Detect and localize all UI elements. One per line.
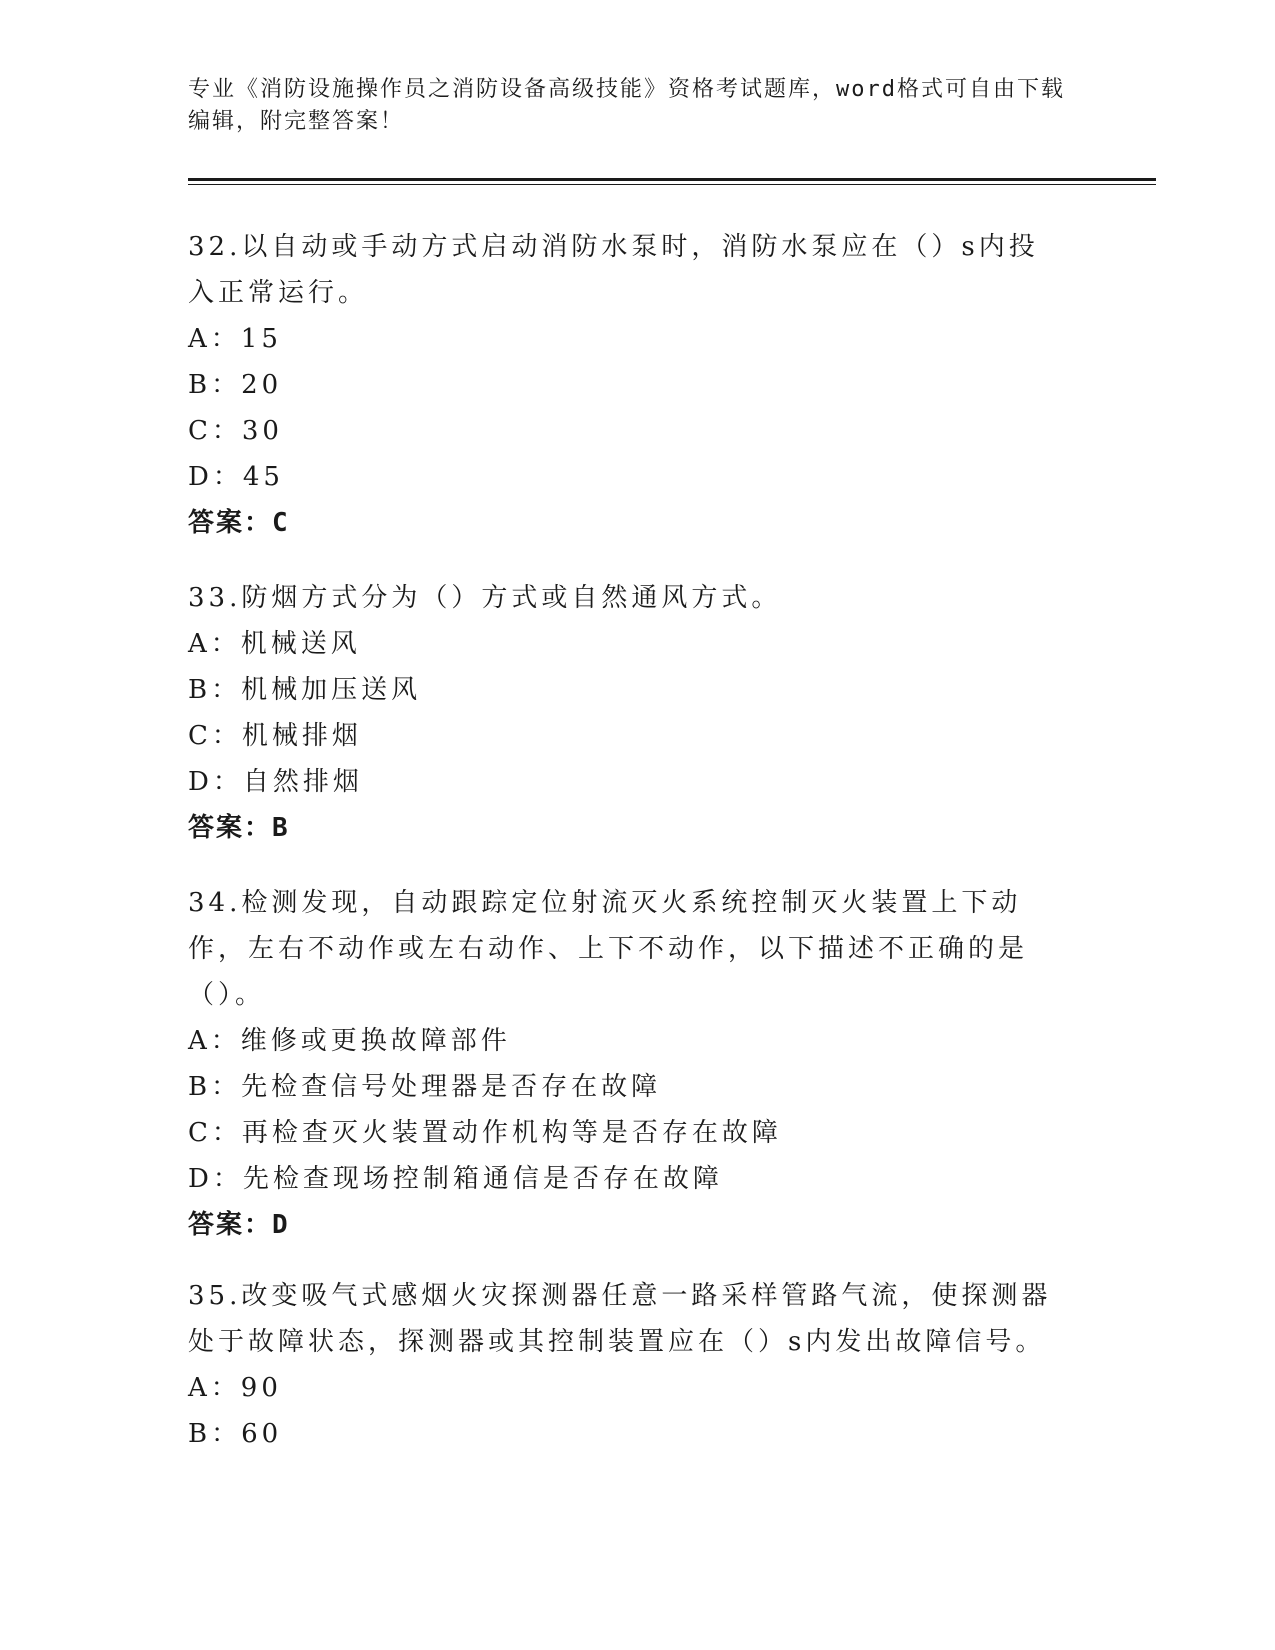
question-text: 33.防烟方式分为（）方式或自然通风方式。 xyxy=(188,583,782,613)
question-34 xyxy=(188,880,1068,1248)
option-b: B：60 xyxy=(188,1419,283,1449)
question-text: 32.以自动或手动方式启动消防水泵时，消防水泵应在（）s内投入正常运行。 xyxy=(188,232,1039,308)
option-c: C：30 xyxy=(188,416,283,446)
option-c: C：机械排烟 xyxy=(188,721,362,751)
question-33 xyxy=(188,575,1068,851)
question-text: 34.检测发现，自动跟踪定位射流灭火系统控制灭火装置上下动作，左右不动作或左右动作、上下不动作，以下描述不正确的是（）。 xyxy=(188,888,1029,1010)
answer-text: 答案：D xyxy=(188,1210,290,1240)
option-b: B：20 xyxy=(188,370,283,400)
option-d: D：先检查现场控制箱通信是否存在故障 xyxy=(188,1164,723,1194)
question-32 xyxy=(188,224,1068,546)
option-d: D：45 xyxy=(188,462,284,492)
answer-text: 答案：B xyxy=(188,813,290,843)
header-divider-thick xyxy=(188,178,1156,181)
header-divider-thin xyxy=(188,184,1156,185)
option-c: C：再检查灭火装置动作机构等是否存在故障 xyxy=(188,1118,782,1148)
option-b: B：机械加压送风 xyxy=(188,675,422,705)
document-header: 专业《消防设施操作员之消防设备高级技能》资格考试题库，word格式可自由下载编辑，附完整答案！ xyxy=(188,77,1065,134)
answer-text: 答案：C xyxy=(188,508,290,538)
question-text: 35.改变吸气式感烟火灾探测器任意一路采样管路气流，使探测器处于故障状态，探测器或其控制装置应在（）s内发出故障信号。 xyxy=(188,1281,1052,1357)
question-35 xyxy=(188,1273,1068,1457)
option-a: A：90 xyxy=(188,1373,282,1403)
option-a: A：机械送风 xyxy=(188,629,361,659)
option-b: B：先检查信号处理器是否存在故障 xyxy=(188,1072,662,1102)
option-a: A：15 xyxy=(188,324,282,354)
option-a: A：维修或更换故障部件 xyxy=(188,1026,511,1056)
option-d: D：自然排烟 xyxy=(188,767,363,797)
